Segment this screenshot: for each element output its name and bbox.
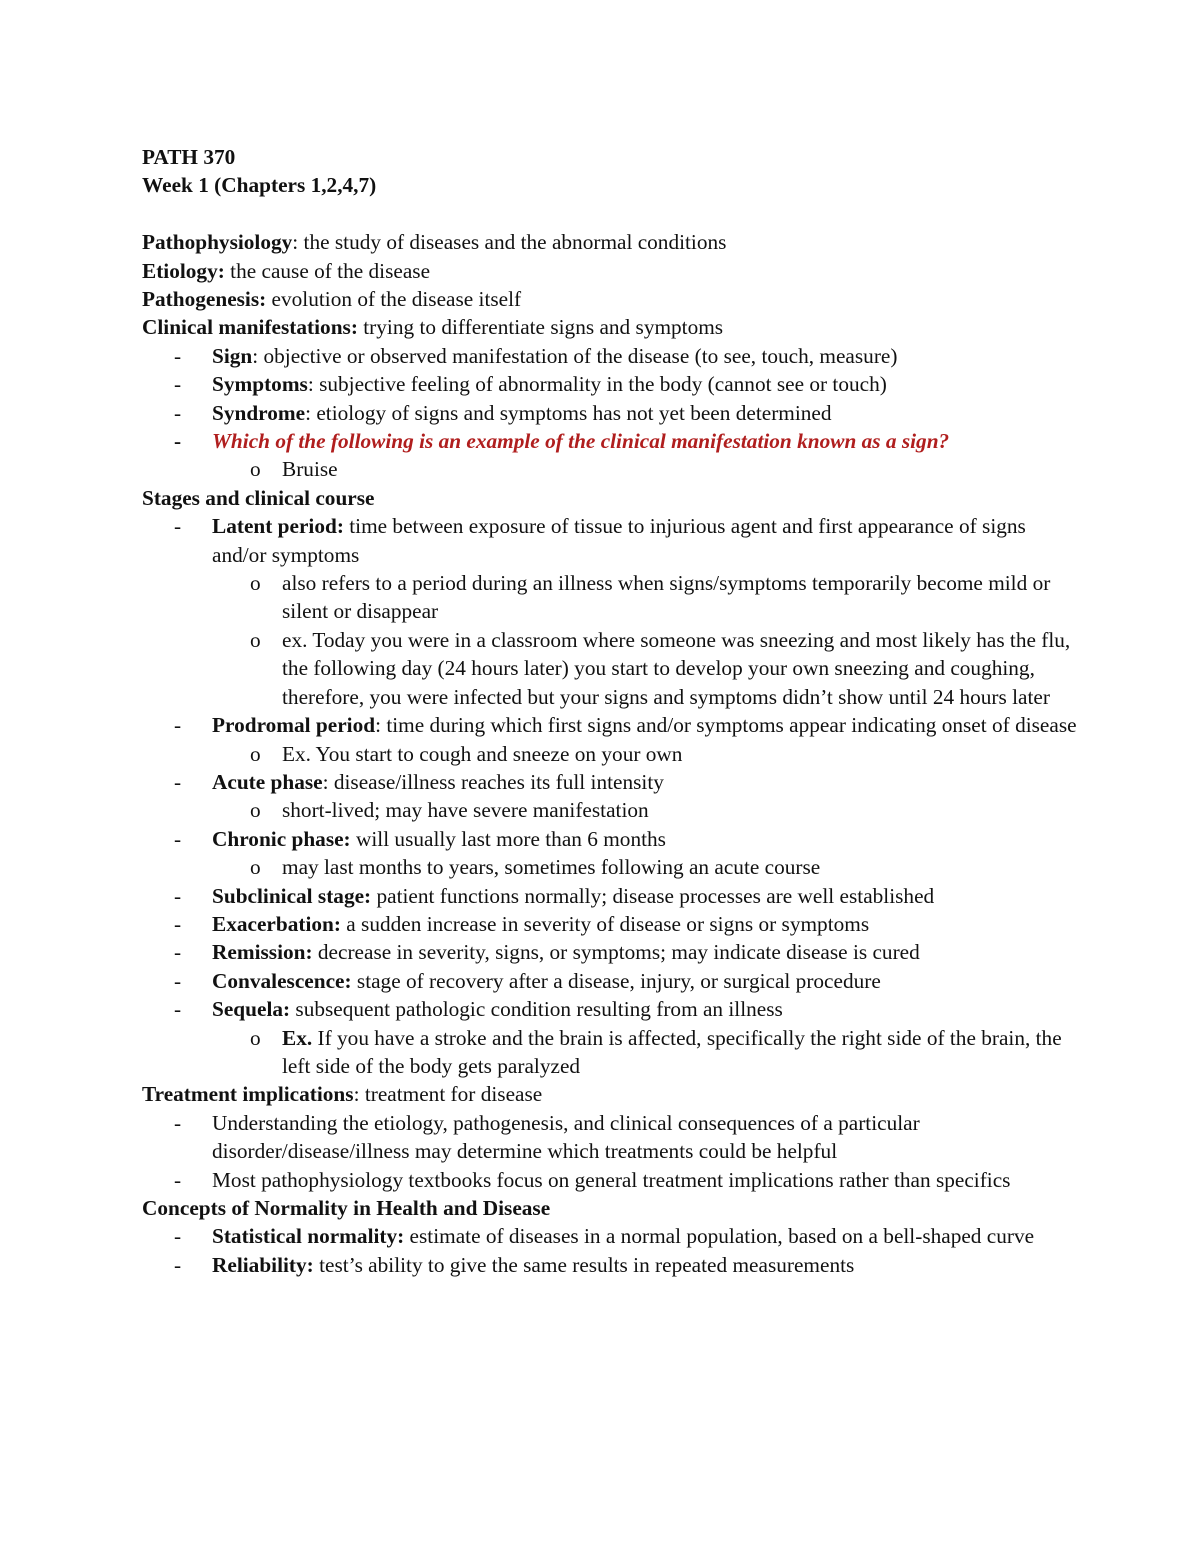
list-item-reliability [142,1251,1082,1279]
sub-item-prodromal [142,740,1082,768]
definition-text: evolution of the disease itself [266,287,522,312]
definition-clinical-manifestations [142,313,1082,341]
term: Sequela: [212,997,291,1022]
dash-marker: - [174,514,182,539]
circle-marker: o [250,457,261,482]
term: Chronic phase: [212,826,351,851]
sub-item-acute [142,796,1082,824]
list-item-symptoms [142,370,1082,398]
item-text: will usually last more than 6 months [350,826,666,851]
sub-item-latent-1 [142,569,1082,626]
dash-marker: - [174,343,182,368]
dash-marker: - [174,911,182,936]
dash-marker: - [174,826,182,851]
sub-text: short-lived; may have severe manifestation [282,798,649,823]
circle-marker: o [250,627,261,652]
item-text: patient functions normally; disease processes are well established [371,883,935,908]
definition-text: : treatment for disease [353,1082,543,1107]
term: Acute phase [212,769,323,794]
term: Syndrome [212,400,306,425]
list-item-sequela [142,995,1082,1023]
item-text: estimate of diseases in a normal population, based on a bell-shaped curve [404,1224,1035,1249]
sub-item-chronic [142,853,1082,881]
document-page [142,143,1082,1279]
term: Pathophysiology [142,230,293,255]
list-item-treatment-2 [142,1166,1082,1194]
definition-text: : [292,230,299,255]
list-item-sign [142,342,1082,370]
sub-text: may last months to years, sometimes following an acute course [282,855,821,880]
list-item-exacerbation [142,910,1082,938]
list-item-latent-period [142,512,1082,569]
course-title: PATH 370 [142,145,236,169]
dash-marker: - [174,1224,182,1249]
question-text: Which of the following is an example of the clinical manifestation known as a sign? [212,429,950,454]
dash-marker: - [174,883,182,908]
sub-item-sequela [142,1024,1082,1081]
term: Latent period: [212,514,344,539]
list-item-question [142,427,1082,455]
circle-marker: o [250,741,261,766]
section-heading-stages: Stages and clinical course [142,485,375,510]
section-heading-normality: Concepts of Normality in Health and Disease [142,1196,551,1221]
item-text: test’s ability to give the same results in repeated measurements [313,1252,855,1277]
dash-marker: - [174,1167,182,1192]
circle-marker: o [250,855,261,880]
item-text: : time during which first signs and/or symptoms appear indicating onset of disease [375,713,1077,738]
list-item-acute-phase [142,768,1082,796]
sub-text: ex. Today you were in a classroom where someone was sneezing and most likely has the flu, the following day (24 hours later) you start to develop your own sneezing and coughing, therefore, you were infected but your signs and symptoms didn’t show until 24 hours later [282,627,1071,709]
dash-marker: - [174,997,182,1022]
definition-text: the study of diseases and the abnormal conditions [298,230,727,255]
list-item-chronic-phase [142,825,1082,853]
circle-marker: o [250,571,261,596]
sub-item-answer [142,455,1082,483]
sub-text: Ex. You start to cough and sneeze on your own [282,741,683,766]
dash-marker: - [174,1110,182,1135]
answer-text: Bruise [282,457,338,482]
dash-marker: - [174,769,182,794]
definition-pathophysiology [142,228,1082,256]
dash-marker: - [174,940,182,965]
term: Subclinical stage: [212,883,372,908]
item-text: Understanding the etiology, pathogenesis, and clinical consequences of a particular disorder/disease/illness may determine which treatments could be helpful [212,1110,920,1164]
sub-item-latent-2 [142,626,1082,711]
definition-etiology [142,257,1082,285]
term: Symptoms [212,372,308,397]
item-text: : etiology of signs and symptoms has not yet been determined [305,400,832,425]
sub-text: If you have a stroke and the brain is affected, specifically the right side of the brain, the left side of the body gets paralyzed [282,1025,1062,1078]
term: Treatment implications [142,1082,354,1107]
dash-marker: - [174,429,182,454]
item-text: : disease/illness reaches its full intensity [322,769,664,794]
term: Remission: [212,940,313,965]
dash-marker: - [174,1252,182,1277]
dash-marker: - [174,968,182,993]
dash-marker: - [174,400,182,425]
term: Etiology: [142,258,225,283]
list-item-treatment-1 [142,1109,1082,1166]
list-item-subclinical-stage [142,882,1082,910]
item-text: time between exposure of tissue to injurious agent and first appearance of signs and/or symptoms [212,514,1026,567]
definition-text: the cause of the disease [224,258,431,283]
section-treatment-implications [142,1080,1082,1108]
term: Exacerbation: [212,911,341,936]
term: Pathogenesis: [142,287,267,312]
list-item-syndrome [142,399,1082,427]
item-text: decrease in severity, signs, or symptoms; may indicate disease is cured [312,940,920,965]
term: Prodromal period [212,713,376,738]
list-item-convalescence [142,967,1082,995]
list-item-remission [142,938,1082,966]
blank-line [142,200,1082,228]
item-text: stage of recovery after a disease, injury, or surgical procedure [351,968,881,993]
dash-marker: - [174,713,182,738]
circle-marker: o [250,1025,261,1050]
term: Sign [212,343,253,368]
term: Convalescence: [212,968,352,993]
item-text: a sudden increase in severity of disease or signs or symptoms [340,911,870,936]
sub-text: also refers to a period during an illness when signs/symptoms temporarily become mild or silent or disappear [282,571,1051,624]
term: Ex. [282,1025,313,1050]
list-item-prodromal-period [142,711,1082,739]
week-title: Week 1 (Chapters 1,2,4,7) [142,173,377,198]
item-text: subsequent pathologic condition resulting from an illness [290,997,783,1022]
term: Statistical normality: [212,1224,405,1249]
item-text: Most pathophysiology textbooks focus on general treatment implications rather than specifics [212,1167,1011,1192]
definition-pathogenesis [142,285,1082,313]
term: Reliability: [212,1252,314,1277]
list-item-statistical-normality [142,1222,1082,1250]
circle-marker: o [250,798,261,823]
term: Clinical manifestations: [142,315,358,340]
item-text: : subjective feeling of abnormality in the body (cannot see or touch) [307,372,887,397]
definition-text: trying to differentiate signs and symptoms [357,315,724,340]
dash-marker: - [174,372,182,397]
item-text: : objective or observed manifestation of the disease (to see, touch, measure) [252,343,898,368]
